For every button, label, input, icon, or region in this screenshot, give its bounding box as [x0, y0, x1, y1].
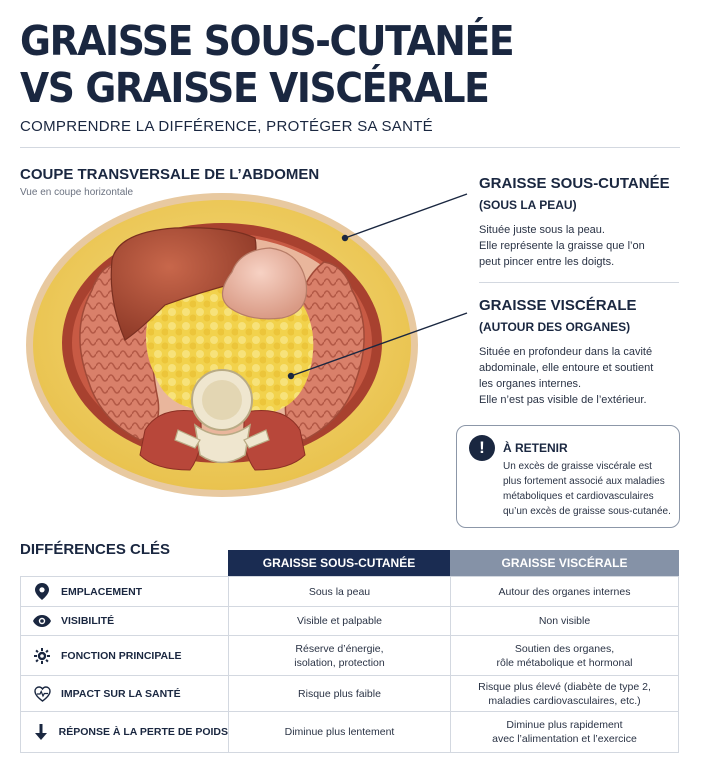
table-row-visibilite [21, 607, 678, 636]
visceral-cell [451, 712, 678, 752]
row-label: RÉPONSE À LA PERTE DE POIDS [58, 726, 228, 738]
visceral-description [479, 344, 689, 408]
callout-dot-subcutaneous [342, 235, 348, 241]
callout-line-subcutaneous [345, 194, 467, 238]
section-title: COUPE TRANSVERSALE DE L’ABDOMEN [20, 166, 320, 183]
cell-text: Soutien des organes, [514, 642, 615, 655]
eye-icon [33, 612, 51, 630]
cell-text: Sous la peau [308, 585, 371, 598]
row-label-cell [21, 676, 229, 711]
cell-text: rôle métabolique et hormonal [496, 656, 633, 669]
row-label-cell [21, 577, 229, 606]
visceral-heading: GRAISSE VISCÉRALE [479, 297, 637, 314]
cell-text: Autour des organes internes [498, 585, 631, 598]
visceral-desc-line: Située en profondeur dans la cavité [479, 346, 653, 358]
row-label-cell [21, 607, 229, 635]
key-takeaway-line: Un excès de graisse viscérale est [503, 461, 652, 472]
title-line-2: VS GRAISSE VISCÉRALE [20, 64, 489, 112]
cell-text: Visible et palpable [296, 615, 383, 627]
column-header-subcutaneous: GRAISSE SOUS-CUTANÉE [228, 550, 450, 576]
callout-dot-visceral [288, 373, 294, 379]
arrow-down-icon [33, 723, 49, 741]
exclamation-icon: ! [469, 435, 495, 461]
location-pin-icon [33, 583, 51, 601]
table-row-emplacement [21, 577, 678, 607]
cell-text: Risque plus faible [298, 687, 381, 700]
gear-icon [33, 647, 51, 665]
visceral-desc-line: abdominale, elle entoure et soutient [479, 362, 654, 374]
row-label-cell [21, 636, 229, 675]
table-row-impact [21, 676, 678, 712]
cell-text: isolation, protection [294, 656, 385, 669]
visceral-cell [451, 607, 678, 635]
subcutaneous-heading: GRAISSE SOUS-CUTANÉE [479, 175, 670, 192]
subcutaneous-desc-line: peut pincer entre les doigts. [479, 256, 615, 268]
cell-text: Non visible [538, 615, 591, 627]
cell-text: avec l’alimentation et l’exercice [492, 733, 637, 745]
cell-text: Réserve d’énergie, [295, 642, 384, 655]
subcutaneous-cell [229, 636, 451, 675]
subcutaneous-desc-line: Située juste sous la peau. [479, 224, 605, 236]
key-takeaway-title: À RETENIR [503, 441, 568, 455]
subcutaneous-cell [229, 712, 451, 752]
visceral-cell [451, 577, 678, 606]
visceral-cell [451, 636, 678, 675]
differences-title: DIFFÉRENCES CLÉS [20, 541, 171, 558]
visceral-cell [451, 676, 678, 711]
heart-pulse-icon [33, 685, 51, 703]
subcutaneous-cell [229, 676, 451, 711]
cell-text: Diminue plus rapidement [506, 719, 623, 731]
visceral-desc-line: les organes internes. [479, 378, 582, 390]
row-label: FONCTION PRINCIPALE [61, 649, 182, 662]
key-takeaway-box [456, 425, 680, 528]
visceral-desc-line: Elle n’est pas visible de l’extérieur. [479, 394, 647, 406]
table-row-fonction [21, 636, 678, 676]
key-takeaway-line: métaboliques et cardiovasculaires [503, 491, 654, 502]
key-takeaway-text [503, 459, 677, 519]
title-line-1: GRAISSE SOUS-CUTANÉE [20, 17, 514, 65]
subcutaneous-subheading: (SOUS LA PEAU) [479, 198, 577, 212]
row-label: VISIBILITÉ [61, 615, 115, 627]
subcutaneous-cell [229, 607, 451, 635]
visceral-panel [479, 297, 689, 408]
subcutaneous-panel [479, 175, 689, 270]
subcutaneous-description [479, 222, 689, 270]
key-takeaway-line: plus fortement associé aux maladies [503, 476, 665, 487]
cell-text: Diminue plus lentement [284, 726, 395, 738]
panel-divider [479, 282, 679, 283]
row-label: IMPACT SUR LA SANTÉ [61, 687, 181, 700]
column-header-visceral: GRAISSE VISCÉRALE [450, 550, 679, 576]
differences-table [20, 576, 679, 753]
subcutaneous-desc-line: Elle représente la graisse que l’on [479, 240, 645, 252]
row-label-cell [21, 712, 229, 752]
section-subtitle: Vue en coupe horizontale [20, 187, 134, 198]
key-takeaway-line: qu’un excès de graisse sous-cutanée. [503, 506, 671, 517]
visceral-subheading: (AUTOUR DES ORGANES) [479, 320, 631, 334]
cell-text: maladies cardiovasculaires, etc.) [488, 694, 641, 707]
table-row-perte-poids [21, 712, 678, 752]
row-label: EMPLACEMENT [61, 585, 143, 598]
cell-text: Risque plus élevé (diabète de type 2, [478, 680, 651, 693]
page-subtitle: COMPRENDRE LA DIFFÉRENCE, PROTÉGER SA SANTÉ [20, 118, 433, 135]
subcutaneous-cell [229, 577, 451, 606]
